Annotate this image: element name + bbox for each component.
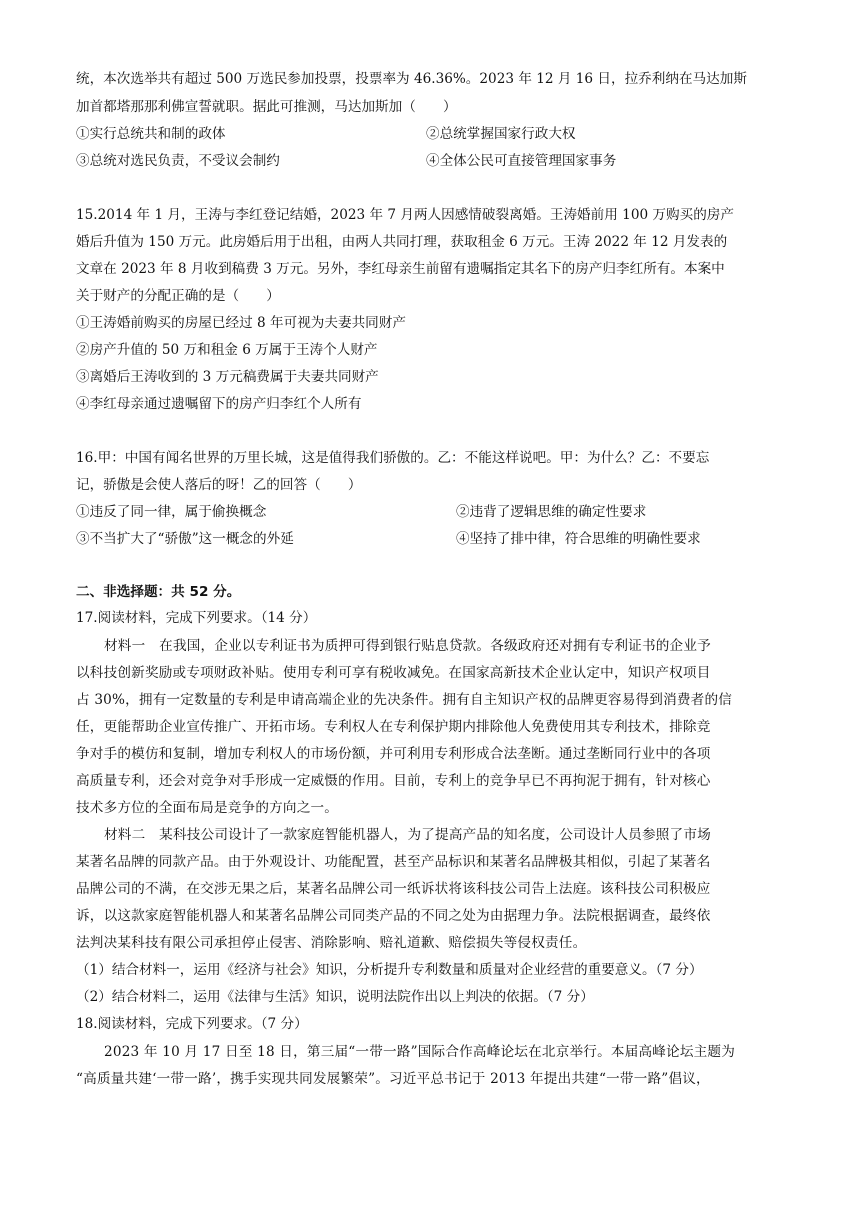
q17-requirement-2: （2）结合材料二，运用《法律与生活》知识，说明法院作出以上判决的依据。（7 分） xyxy=(76,989,594,1005)
q15-stem-line: 文章在 2023 年 8 月收到稿费 3 万元。另外，李红母亲生前留有遗嘱指定其名下的房产归李红所有。本案中 xyxy=(76,261,725,277)
q15-statement: ①王涛婚前购买的房屋已经过 8 年可视为夫妻共同财产 xyxy=(76,315,406,331)
q17-material2-line: 材料二 某科技公司设计了一款家庭智能机器人，为了提高产品的知名度，公司设计人员参照了市场 xyxy=(104,827,711,843)
q17-material1-line: 占 30%，拥有一定数量的专利是申请高端企业的先决条件。拥有自主知识产权的品牌更容易得到消费者的信 xyxy=(76,692,733,708)
q15-stem-line: 关于财产的分配正确的是（ ） xyxy=(76,288,280,304)
q17-material1-line: 以科技创新奖励或专项财政补贴。使用专利可享有税收减免。在国家高新技术企业认定中，知识产权项目 xyxy=(76,665,711,681)
q16-statement: ②违背了逻辑思维的确定性要求 xyxy=(456,504,647,520)
q15-statement: ②房产升值的 50 万和租金 6 万属于王涛个人财产 xyxy=(76,342,378,358)
q15-stem-line: 15.2014 年 1 月，王涛与李红登记结婚，2023 年 7 月两人因感情破裂离婚。王涛婚前用 100 万购买的房产 xyxy=(76,207,734,223)
q16-statement: ③不当扩大了“骄傲”这一概念的外延 xyxy=(76,531,294,547)
q17-material2-line: 某著名品牌的同款产品。由于外观设计、功能配置，甚至产品标识和某著名品牌极其相似，引起了某著名 xyxy=(76,854,711,870)
q18-paragraph-line: “高质量共建‘一带一路’，携手实现共同发展繁荣”。习近平总书记于 2013 年提出共建“一带一路”倡议， xyxy=(76,1071,710,1087)
q17-material1-line: 高质量专利，还会对竞争对手形成一定威慑的作用。目前，专利上的竞争早已不再拘泥于拥有，针对核心 xyxy=(76,773,711,789)
q18-title: 18.阅读材料，完成下列要求。（7 分） xyxy=(76,1016,308,1032)
q18-paragraph-line: 2023 年 10 月 17 日至 18 日，第三届“一带一路”国际合作高峰论坛在北京举行。本届高峰论坛主题为 xyxy=(104,1044,736,1060)
q14-statement: ②总统掌握国家行政大权 xyxy=(426,126,576,142)
q15-stem-line: 婚后升值为 150 万元。此房婚后用于出租，由两人共同打理，获取租金 6 万元。王涛 2022 年 12 月发表的 xyxy=(76,234,728,250)
q17-material1-line: 任，更能帮助企业宣传推广、开拓市场。专利权人在专利保护期内排除他人免费使用其专利技术，排除竞 xyxy=(76,719,711,735)
q17-title: 17.阅读材料，完成下列要求。（14 分） xyxy=(76,610,317,626)
q16-statement-row xyxy=(76,530,786,548)
q14-statement-row xyxy=(76,125,786,143)
q16-statement: ①违反了同一律，属于偷换概念 xyxy=(76,504,267,520)
q17-material1-line: 技术多方位的全面布局是竞争的方向之一。 xyxy=(76,800,339,816)
q14-stem-line: 统，本次选举共有超过 500 万选民参加投票，投票率为 46.36%。2023 年 12 月 16 日，拉乔利纳在马达加斯 xyxy=(76,71,747,87)
q16-statement: ④坚持了排中律，符合思维的明确性要求 xyxy=(456,531,701,547)
q17-material2-line: 诉，以这款家庭智能机器人和某著名品牌公司同类产品的不同之处为由据理力争。法院根据调查，最终依 xyxy=(76,908,711,924)
section-heading: 二、非选择题：共 52 分。 xyxy=(76,584,241,600)
q16-statement-row xyxy=(76,503,786,521)
q17-material2-line: 法判决某科技有限公司承担停止侵害、消除影响、赔礼道歉、赔偿损失等侵权责任。 xyxy=(76,935,587,951)
q17-material2-line: 品牌公司的不满，在交涉无果之后，某著名品牌公司一纸诉状将该科技公司告上法庭。该科技公司积极应 xyxy=(76,881,711,897)
q17-material1-line: 材料一 在我国，企业以专利证书为质押可得到银行贴息贷款。各级政府还对拥有专利证书的企业予 xyxy=(104,638,711,654)
q14-statement: ④全体公民可直接管理国家事务 xyxy=(426,153,617,169)
q16-stem-line: 16.甲：中国有闻名世界的万里长城，这是值得我们骄傲的。乙：不能这样说吧。甲：为什么？乙：不要忘 xyxy=(76,450,710,466)
q17-material1-line: 争对手的模仿和复制，增加专利权人的市场份额，并可利用专利形成合法垄断。通过垄断同行业中的各项 xyxy=(76,746,711,762)
q15-statement: ③离婚后王涛收到的 3 万元稿费属于夫妻共同财产 xyxy=(76,369,379,385)
q14-statement: ①实行总统共和制的政体 xyxy=(76,126,226,142)
q14-statement: ③总统对选民负责，不受议会制约 xyxy=(76,153,280,169)
q14-stem-line: 加首都塔那那利佛宣誓就职。据此可推测，马达加斯加（ ） xyxy=(76,99,457,115)
q15-statement: ④李红母亲通过遗嘱留下的房产归李红个人所有 xyxy=(76,396,362,412)
q17-requirement-1: （1）结合材料一，运用《经济与社会》知识，分析提升专利数量和质量对企业经营的重要意义。（7 分） xyxy=(76,962,703,978)
q16-stem-line: 记，骄傲是会使人落后的呀！乙的回答（ ） xyxy=(76,477,362,493)
q14-statement-row xyxy=(76,152,786,170)
